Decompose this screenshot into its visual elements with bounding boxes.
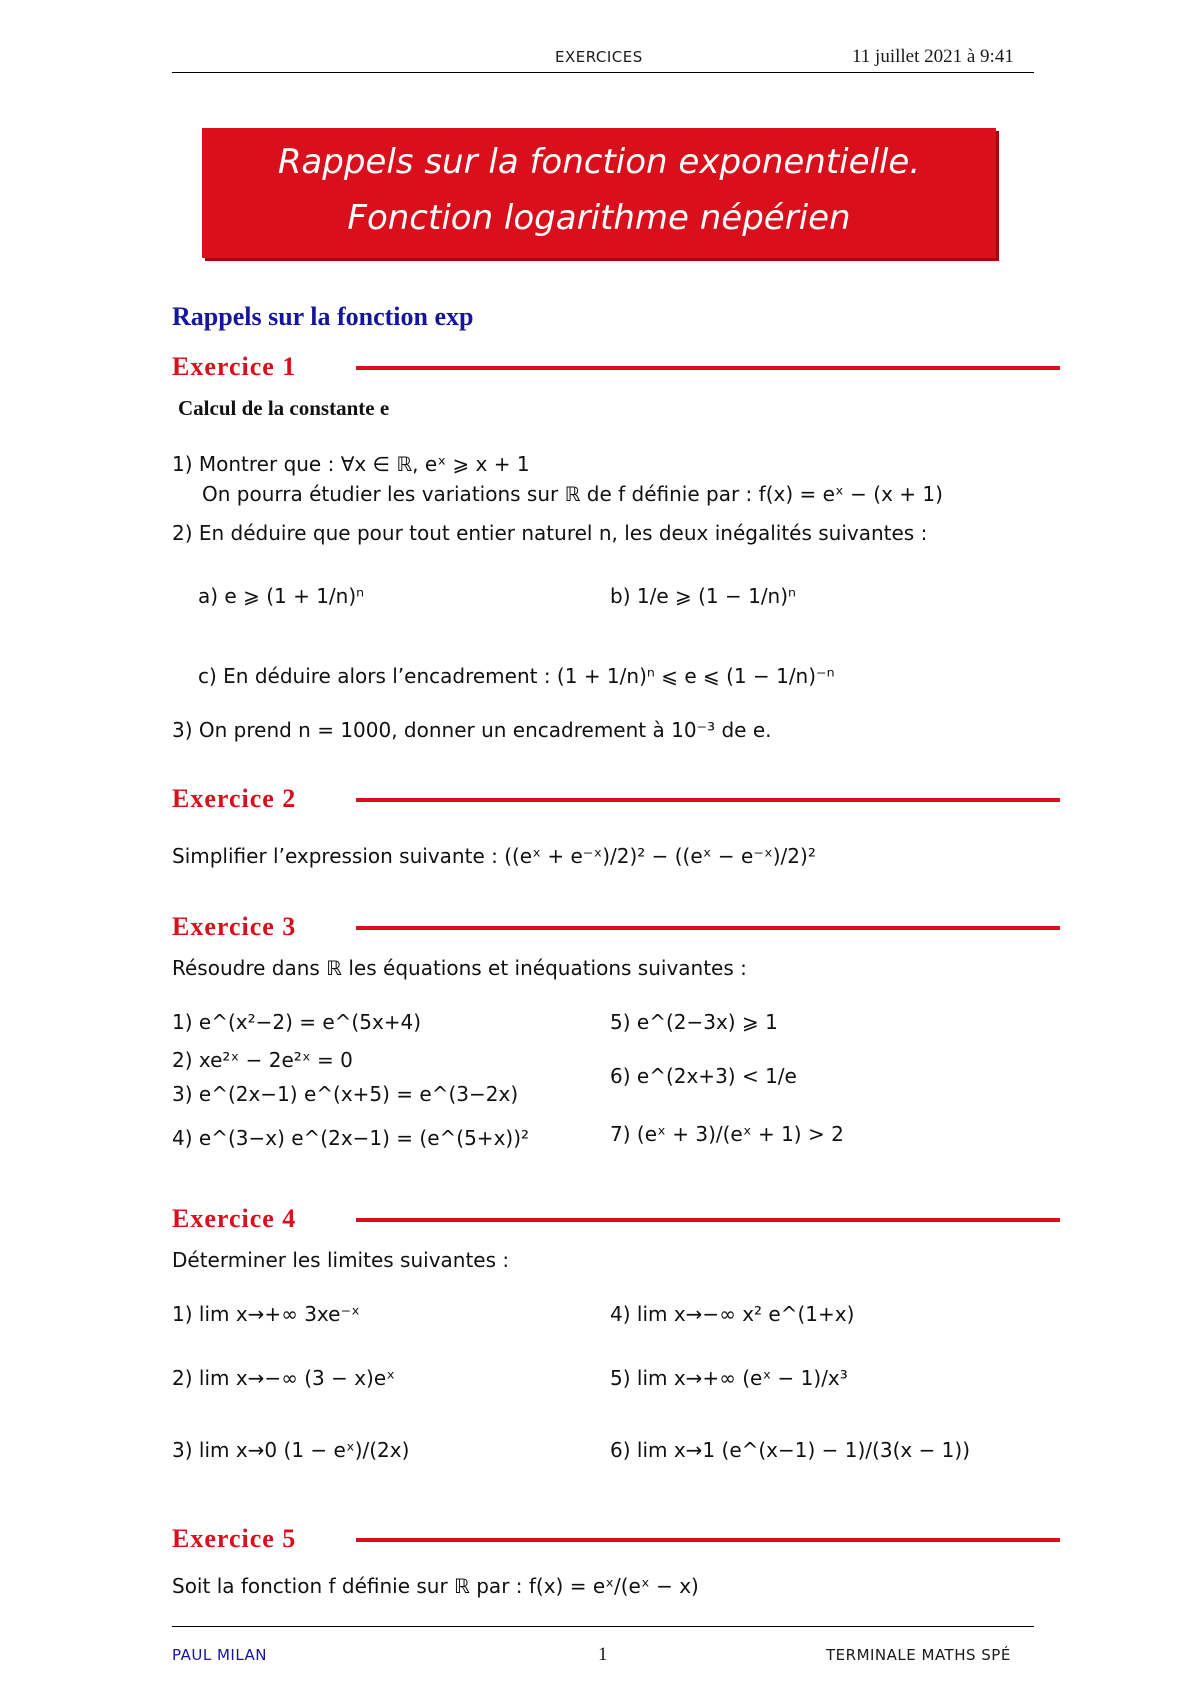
ex3-item: 5) e^(2−3x) ⩾ 1	[610, 1010, 778, 1034]
footer-level: TERMINALE MATHS SPÉ	[826, 1646, 1011, 1664]
ex1-b: b) 1/e ⩾ (1 − 1/n)ⁿ	[610, 584, 797, 608]
section-heading: Rappels sur la fonction exp	[172, 302, 474, 331]
footer-rule	[172, 1626, 1034, 1627]
ex4-item: 4) lim x→−∞ x² e^(1+x)	[610, 1302, 855, 1326]
ex5-rule	[356, 1538, 1060, 1542]
ex1-q1b: On pourra étudier les variations sur ℝ de f définie par : f(x) = eˣ − (x + 1)	[202, 482, 943, 506]
ex3-intro: Résoudre dans ℝ les équations et inéquations suivantes :	[172, 956, 747, 980]
ex2-text: Simplifier l’expression suivante : ((eˣ + e⁻ˣ)/2)² − ((eˣ − e⁻ˣ)/2)²	[172, 844, 816, 868]
ex3-title: Exercice 3	[172, 912, 297, 941]
ex4-item: 3) lim x→0 (1 − eˣ)/(2x)	[172, 1438, 410, 1462]
ex2-rule	[356, 798, 1060, 802]
header-date: 11 juillet 2021 à 9:41	[852, 46, 1014, 67]
ex1-q3: 3) On prend n = 1000, donner un encadrement à 10⁻³ de e.	[172, 718, 772, 742]
ex4-title: Exercice 4	[172, 1204, 297, 1233]
ex4-item: 2) lim x→−∞ (3 − x)eˣ	[172, 1366, 396, 1390]
ex3-item: 6) e^(2x+3) < 1/e	[610, 1064, 797, 1088]
ex4-intro: Déterminer les limites suivantes :	[172, 1248, 510, 1272]
ex5-title: Exercice 5	[172, 1524, 297, 1553]
ex5-text: Soit la fonction f définie sur ℝ par : f(x) = eˣ/(eˣ − x)	[172, 1574, 699, 1598]
header-rule	[172, 72, 1034, 73]
header-center: EXERCICES	[555, 48, 643, 66]
ex3-item: 7) (eˣ + 3)/(eˣ + 1) > 2	[610, 1122, 844, 1146]
ex1-q2: 2) En déduire que pour tout entier naturel n, les deux inégalités suivantes :	[172, 521, 928, 545]
title-line-1: Rappels sur la fonction exponentielle.	[277, 142, 921, 182]
ex4-item: 5) lim x→+∞ (eˣ − 1)/x³	[610, 1366, 848, 1390]
ex1-subtitle: Calcul de la constante e	[178, 396, 390, 420]
ex3-item: 3) e^(2x−1) e^(x+5) = e^(3−2x)	[172, 1082, 519, 1106]
ex2-title: Exercice 2	[172, 784, 297, 813]
ex3-item: 1) e^(x²−2) = e^(5x+4)	[172, 1010, 422, 1034]
footer-author: PAUL MILAN	[172, 1646, 267, 1664]
ex4-item: 6) lim x→1 (e^(x−1) − 1)/(3(x − 1))	[610, 1438, 971, 1462]
title-line-2: Fonction logarithme népérien	[347, 198, 851, 238]
ex4-item: 1) lim x→+∞ 3xe⁻ˣ	[172, 1302, 360, 1326]
ex3-item: 2) xe²ˣ − 2e²ˣ = 0	[172, 1048, 353, 1072]
ex3-rule	[356, 926, 1060, 930]
ex4-rule	[356, 1218, 1060, 1222]
ex1-q1: 1) Montrer que : ∀x ∈ ℝ, eˣ ⩾ x + 1	[172, 452, 530, 476]
title-box	[202, 128, 996, 258]
ex1-a: a) e ⩾ (1 + 1/n)ⁿ	[198, 584, 365, 608]
footer-page: 1	[598, 1644, 608, 1665]
ex1-title: Exercice 1	[172, 352, 297, 381]
ex3-item: 4) e^(3−x) e^(2x−1) = (e^(5+x))²	[172, 1126, 530, 1150]
ex1-rule	[356, 366, 1060, 370]
ex1-c: c) En déduire alors l’encadrement : (1 + 1/n)ⁿ ⩽ e ⩽ (1 − 1/n)⁻ⁿ	[198, 664, 835, 688]
